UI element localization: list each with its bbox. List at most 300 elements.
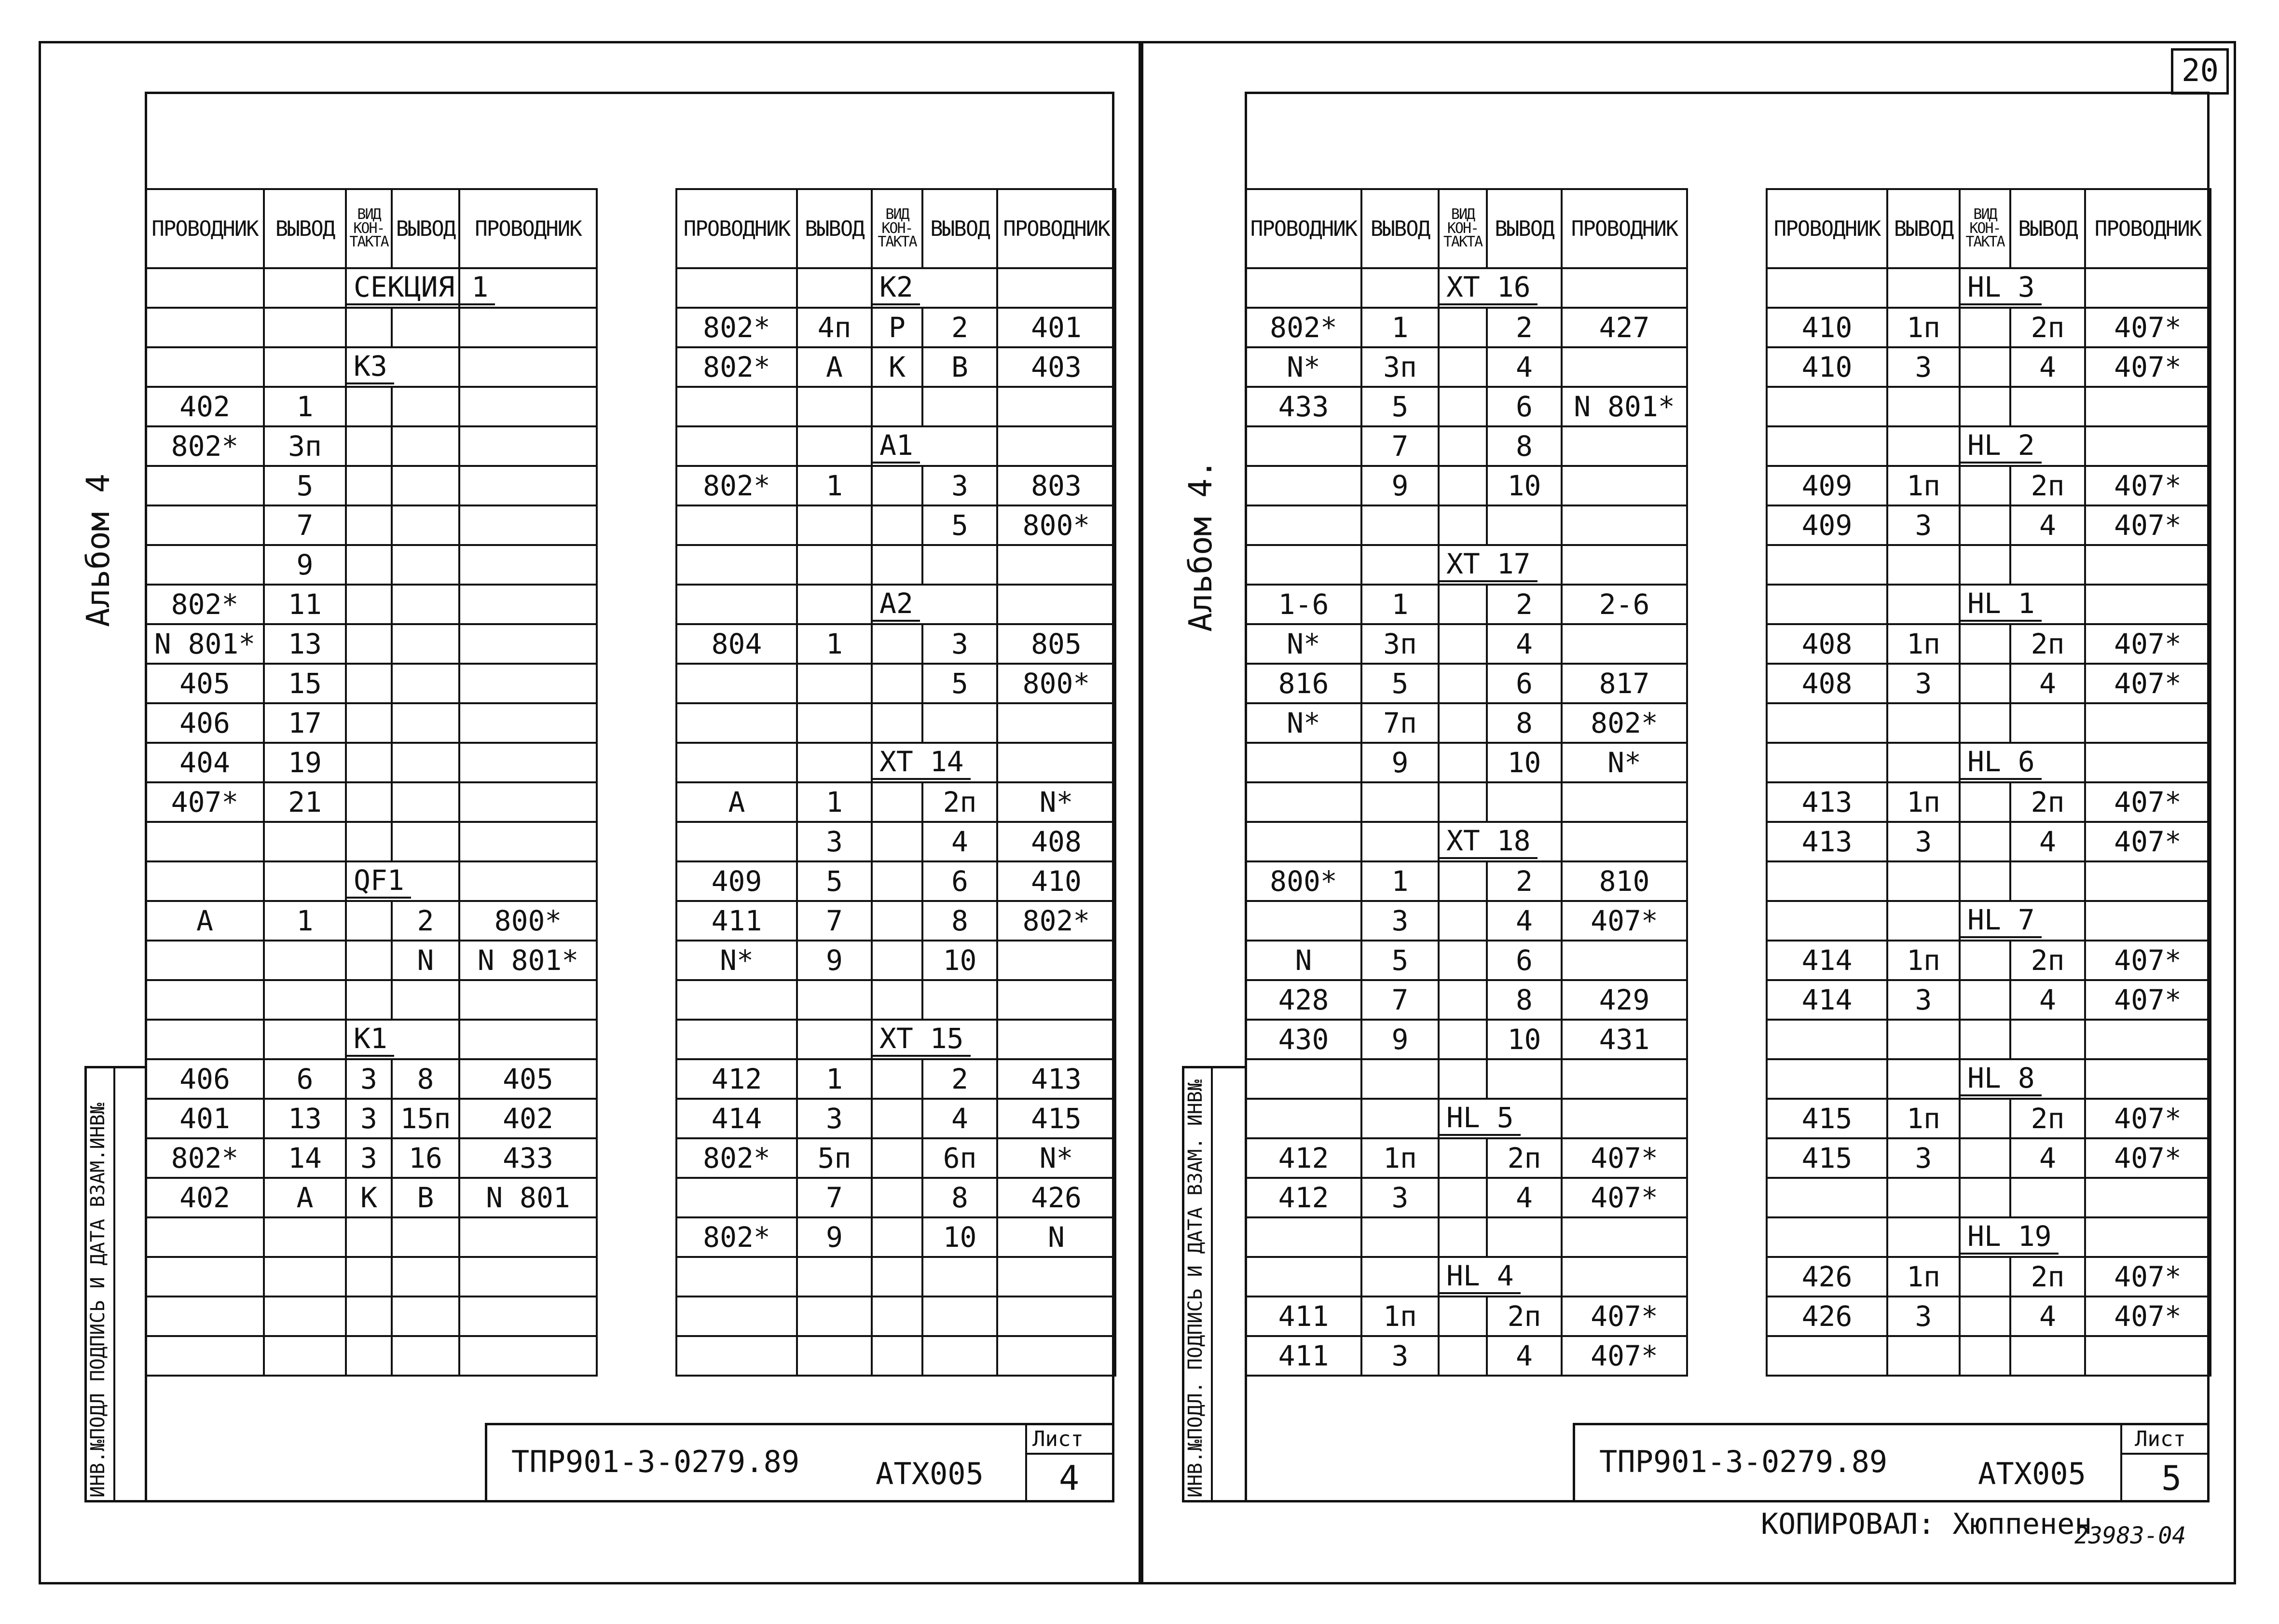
cell-conductor-in (676, 545, 797, 585)
cell-conductor-out: 407* (2085, 347, 2210, 387)
cell-contact-type (346, 545, 392, 585)
section-row (1767, 901, 2210, 941)
cell-terminal-out: 4 (2010, 664, 2085, 703)
cell-terminal-in: 14 (264, 1138, 346, 1178)
cell-conductor-in (676, 664, 797, 703)
section-row (1246, 545, 1687, 585)
cell-terminal-in: 3п (1361, 347, 1439, 387)
section-row (676, 743, 1115, 782)
cell-terminal-out (392, 1296, 459, 1336)
section-row (1767, 585, 2210, 624)
cell-conductor-in: 411 (1246, 1336, 1361, 1376)
cell-conductor-out: 810 (1562, 861, 1687, 901)
cell-conductor-out: 415 (997, 1099, 1115, 1138)
table-row (676, 941, 1115, 980)
cell-terminal-in: 13 (264, 624, 346, 664)
cell-terminal-in: 1 (797, 782, 872, 822)
cell-conductor-out: 407* (1562, 1296, 1687, 1336)
table-row (1767, 664, 2210, 703)
cell-terminal-out (2010, 545, 2085, 585)
col-conductor-in: ПРОВОДНИК (146, 189, 264, 268)
cell-terminal-in (797, 980, 872, 1020)
cell-terminal-in (1887, 703, 1960, 743)
cell-conductor-out (2085, 387, 2210, 426)
right-side-stamp-text: ИНВ.№ПОДЛ. ПОДПИСЬ И ДАТА ВЗАМ. ИНВ№ (1184, 1079, 1207, 1498)
section-row (676, 426, 1115, 466)
cell-terminal-in (797, 505, 872, 545)
table-row (1246, 1020, 1687, 1059)
section-label: НL 8 (1961, 1062, 2042, 1096)
cell-conductor-in: N* (1246, 347, 1361, 387)
cell-contact-type (346, 624, 392, 664)
section-row (146, 268, 597, 308)
cell-terminal-in (797, 1296, 872, 1336)
cell-conductor-in (146, 466, 264, 505)
cell-terminal-in: 3 (1361, 901, 1439, 941)
cell-terminal-in (1887, 1020, 1960, 1059)
cell-terminal-out: 5 (922, 664, 997, 703)
cell-terminal-in: 1п (1887, 1257, 1960, 1296)
cell-terminal-in (264, 1257, 346, 1296)
cell-conductor-out: 407* (1562, 901, 1687, 941)
cell-conductor-in: 413 (1767, 822, 1887, 861)
col-contact-type: ВИД КОН- ТАКТА (872, 189, 922, 268)
cell-conductor-in (676, 822, 797, 861)
col-contact-type: ВИД КОН- ТАКТА (346, 189, 392, 268)
cell-conductor-out (997, 980, 1115, 1020)
cell-conductor-in (1246, 1059, 1361, 1099)
cell-terminal-out: 2 (1487, 861, 1562, 901)
cell-terminal-out: 2п (922, 782, 997, 822)
cell-contact-type (1960, 664, 2010, 703)
cell-terminal-out: 8 (1487, 426, 1562, 466)
table-row (1246, 387, 1687, 426)
cell-conductor-out: 431 (1562, 1020, 1687, 1059)
left-doc-code: ТПР901-3-0279.89 (511, 1444, 800, 1479)
table-row (146, 1257, 597, 1296)
section-label: НL 4 (1440, 1259, 1521, 1294)
cell-conductor-in (146, 980, 264, 1020)
table-row (676, 1178, 1115, 1217)
cell-terminal-out: 2п (2010, 308, 2085, 347)
cell-conductor-out: 407* (2085, 822, 2210, 861)
cell-terminal-in: 3 (1361, 1336, 1439, 1376)
cell-conductor-in (1246, 426, 1361, 466)
table-row (146, 743, 597, 782)
cell-terminal-out (392, 1336, 459, 1376)
cell-terminal-in (1887, 861, 1960, 901)
table-row (1767, 1257, 2210, 1296)
section-row (1767, 1217, 2210, 1257)
cell-conductor-in: 802* (676, 347, 797, 387)
cell-contact-type (1960, 941, 2010, 980)
cell-conductor-in (146, 1217, 264, 1257)
table-row (1767, 624, 2210, 664)
cell-contact-type (346, 1336, 392, 1376)
cell-conductor-out: N* (997, 1138, 1115, 1178)
table-row (676, 1257, 1115, 1296)
cell-conductor-in (676, 1336, 797, 1376)
cell-conductor-in: 410 (1767, 308, 1887, 347)
cell-contact-type (872, 664, 922, 703)
cell-conductor-out: 407* (1562, 1336, 1687, 1376)
table-row (1767, 1336, 2210, 1376)
table-row (146, 1059, 597, 1099)
cell-terminal-out (922, 1296, 997, 1336)
cell-conductor-in (676, 1296, 797, 1336)
cell-terminal-in (797, 1257, 872, 1296)
cell-contact-type (1960, 387, 2010, 426)
cell-contact-type (1960, 1099, 2010, 1138)
cell-conductor-out (459, 308, 597, 347)
cell-terminal-in: 1 (1361, 861, 1439, 901)
cell-conductor-in: 401 (146, 1099, 264, 1138)
cell-conductor-in: 415 (1767, 1138, 1887, 1178)
cell-terminal-out (922, 703, 997, 743)
cell-terminal-in (797, 703, 872, 743)
cell-conductor-in (146, 308, 264, 347)
cell-conductor-in (676, 505, 797, 545)
cell-terminal-out (922, 387, 997, 426)
table-row (676, 782, 1115, 822)
cell-conductor-out: 407* (2085, 1257, 2210, 1296)
cell-conductor-out (997, 387, 1115, 426)
cell-contact-type (1439, 1020, 1487, 1059)
cell-terminal-out: 4 (1487, 1336, 1562, 1376)
cell-terminal-in (1887, 545, 1960, 585)
table-row (1246, 426, 1687, 466)
cell-conductor-in: 426 (1767, 1257, 1887, 1296)
cell-contact-type (346, 901, 392, 941)
table-row (1767, 308, 2210, 347)
cell-terminal-in (264, 1217, 346, 1257)
left-title-divider (1025, 1423, 1027, 1502)
cell-contact-type (872, 1059, 922, 1099)
table-row (1246, 664, 1687, 703)
cell-conductor-in: 409 (676, 861, 797, 901)
cell-conductor-in: 414 (1767, 980, 1887, 1020)
cell-conductor-out: N 801* (1562, 387, 1687, 426)
cell-conductor-out (459, 505, 597, 545)
cell-terminal-out: 10 (1487, 1020, 1562, 1059)
cell-contact-type (872, 1099, 922, 1138)
cell-terminal-out: 6 (1487, 664, 1562, 703)
cell-terminal-out (392, 466, 459, 505)
cell-terminal-in: 19 (264, 743, 346, 782)
cell-conductor-in: 408 (1767, 664, 1887, 703)
cell-conductor-out (459, 426, 597, 466)
cell-contact-type (1439, 703, 1487, 743)
cell-conductor-out (459, 387, 597, 426)
cell-terminal-out (1487, 1059, 1562, 1099)
cell-conductor-in: 426 (1767, 1296, 1887, 1336)
cell-contact-type (1439, 387, 1487, 426)
cell-terminal-in: 5 (1361, 941, 1439, 980)
cell-conductor-out (459, 782, 597, 822)
cell-terminal-in: 9 (1361, 743, 1439, 782)
cell-terminal-in: 9 (797, 1217, 872, 1257)
cell-terminal-out (1487, 782, 1562, 822)
cell-conductor-out: 800* (997, 664, 1115, 703)
cell-conductor-in (1767, 861, 1887, 901)
table-row (1246, 308, 1687, 347)
table-row (1246, 1217, 1687, 1257)
cell-contact-type (872, 782, 922, 822)
cell-terminal-out (392, 505, 459, 545)
table-row (1246, 347, 1687, 387)
cell-conductor-out (1562, 505, 1687, 545)
cell-contact-type (1960, 1178, 2010, 1217)
cell-terminal-in: 3 (1887, 822, 1960, 861)
cell-terminal-out (392, 822, 459, 861)
cell-contact-type (1960, 1296, 2010, 1336)
cell-terminal-in: 6 (264, 1059, 346, 1099)
cell-terminal-in: 5п (797, 1138, 872, 1178)
cell-conductor-in: 802* (1246, 308, 1361, 347)
cell-terminal-in (264, 1296, 346, 1336)
table-row (146, 1178, 597, 1217)
col-terminal-out: ВЫВОД (1487, 189, 1562, 268)
left-sheet-label: Лист (1032, 1427, 1084, 1451)
cell-conductor-in: 1-6 (1246, 585, 1361, 624)
cell-conductor-in: А (676, 782, 797, 822)
cell-terminal-in: 3 (1887, 505, 1960, 545)
cell-contact-type (1439, 1059, 1487, 1099)
table-row (1767, 347, 2210, 387)
cell-terminal-out: 2 (392, 901, 459, 941)
col-conductor-out: ПРОВОДНИК (459, 189, 597, 268)
cell-terminal-out: N (392, 941, 459, 980)
cell-conductor-out (1562, 941, 1687, 980)
cell-contact-type (1439, 782, 1487, 822)
section-row (146, 861, 597, 901)
cell-terminal-out: 4 (1487, 347, 1562, 387)
section-label: А1 (873, 429, 920, 464)
table-row (676, 901, 1115, 941)
cell-contact-type (1439, 1336, 1487, 1376)
table-row (676, 387, 1115, 426)
cell-conductor-in (1246, 743, 1361, 782)
cell-conductor-out (459, 585, 597, 624)
col-terminal-out: ВЫВОД (922, 189, 997, 268)
section-label: ХТ 15 (873, 1022, 971, 1057)
cell-conductor-in: 406 (146, 1059, 264, 1099)
cell-contact-type (1439, 743, 1487, 782)
cell-contact-type (1439, 426, 1487, 466)
table-row (1767, 861, 2210, 901)
cell-terminal-in: 1 (797, 1059, 872, 1099)
cell-conductor-out: 407* (2085, 1099, 2210, 1138)
cell-terminal-in (264, 941, 346, 980)
col-terminal-out: ВЫВОД (2010, 189, 2085, 268)
cell-contact-type (1960, 347, 2010, 387)
cell-conductor-in (1767, 545, 1887, 585)
cell-terminal-out (922, 1336, 997, 1376)
table-row (676, 1217, 1115, 1257)
col-conductor-in: ПРОВОДНИК (1246, 189, 1361, 268)
cell-conductor-in (1767, 703, 1887, 743)
cell-conductor-in: 410 (1767, 347, 1887, 387)
table-row (1767, 387, 2210, 426)
copied-by-note: КОПИРОВАЛ: Хюппенен (1761, 1507, 2092, 1541)
cell-contact-type (1439, 505, 1487, 545)
cell-contact-type (1439, 624, 1487, 664)
cell-terminal-in: 1 (1361, 308, 1439, 347)
cell-terminal-in: 3 (1887, 980, 1960, 1020)
cell-contact-type (1960, 980, 2010, 1020)
right-title-sheet-line (2120, 1453, 2210, 1455)
cell-terminal-out: 4 (2010, 505, 2085, 545)
table-row (1246, 585, 1687, 624)
cell-contact-type (346, 1257, 392, 1296)
cell-conductor-out (2085, 1336, 2210, 1376)
cell-terminal-in: 11 (264, 585, 346, 624)
cell-contact-type (872, 861, 922, 901)
cell-contact-type (1439, 1138, 1487, 1178)
cell-terminal-out: 15п (392, 1099, 459, 1138)
table-row (1246, 1296, 1687, 1336)
cell-terminal-out: 2п (2010, 941, 2085, 980)
cell-conductor-in: 402 (146, 1178, 264, 1217)
cell-terminal-out (2010, 387, 2085, 426)
cell-terminal-out: 4 (2010, 1138, 2085, 1178)
cell-conductor-out: 407* (2085, 466, 2210, 505)
cell-conductor-in (676, 980, 797, 1020)
cell-terminal-in: 1п (1361, 1296, 1439, 1336)
section-label: НL 19 (1961, 1220, 2059, 1255)
col-conductor-in: ПРОВОДНИК (676, 189, 797, 268)
col-conductor-out: ПРОВОДНИК (997, 189, 1115, 268)
table-row (146, 1217, 597, 1257)
cell-terminal-in (1887, 1336, 1960, 1376)
cell-terminal-out (392, 1257, 459, 1296)
cell-terminal-out: 4 (922, 822, 997, 861)
cell-terminal-out (922, 980, 997, 1020)
cell-conductor-out (459, 664, 597, 703)
cell-conductor-out: 402 (459, 1099, 597, 1138)
table-row (1246, 1336, 1687, 1376)
cell-terminal-out (392, 703, 459, 743)
cell-conductor-in: 402 (146, 387, 264, 426)
cell-contact-type: З (346, 1059, 392, 1099)
cell-terminal-out: 10 (922, 1217, 997, 1257)
col-terminal-in: ВЫВОД (264, 189, 346, 268)
cell-terminal-out: 4 (2010, 822, 2085, 861)
cell-conductor-out: 407* (2085, 505, 2210, 545)
table-row (1767, 1296, 2210, 1336)
cell-conductor-in: N* (676, 941, 797, 980)
cell-terminal-in: 4п (797, 308, 872, 347)
cell-terminal-in (797, 387, 872, 426)
right-side-stamp-divider (1211, 1066, 1213, 1502)
cell-terminal-out (392, 664, 459, 703)
cell-contact-type (872, 1217, 922, 1257)
table-row (146, 664, 597, 703)
cell-terminal-out: 2п (1487, 1296, 1562, 1336)
cell-contact-type (1960, 505, 2010, 545)
cell-terminal-out (2010, 861, 2085, 901)
cell-contact-type (872, 505, 922, 545)
section-label: К2 (873, 271, 920, 305)
cell-terminal-out: 2п (2010, 1099, 2085, 1138)
cell-contact-type (1960, 782, 2010, 822)
cell-terminal-out (392, 1217, 459, 1257)
table-row (676, 624, 1115, 664)
left-wiring-table-1 (145, 188, 598, 1377)
cell-terminal-out: В (392, 1178, 459, 1217)
cell-terminal-in: 1 (1361, 585, 1439, 624)
cell-conductor-in: 411 (1246, 1296, 1361, 1336)
cell-contact-type (346, 308, 392, 347)
table-row (676, 1336, 1115, 1376)
cell-conductor-out: 408 (997, 822, 1115, 861)
cell-conductor-out: 403 (997, 347, 1115, 387)
cell-terminal-in: 9 (1361, 466, 1439, 505)
cell-conductor-in (1246, 466, 1361, 505)
table-row (676, 703, 1115, 743)
cell-conductor-in: 802* (146, 585, 264, 624)
cell-terminal-out: 6п (922, 1138, 997, 1178)
section-row (1767, 743, 2210, 782)
cell-terminal-in: 3 (1887, 347, 1960, 387)
cell-contact-type (346, 466, 392, 505)
cell-terminal-out: 8 (392, 1059, 459, 1099)
section-label: НL 3 (1961, 271, 2042, 305)
cell-conductor-in: 802* (676, 1138, 797, 1178)
cell-terminal-in: 7 (1361, 980, 1439, 1020)
cell-conductor-out (997, 1336, 1115, 1376)
table-row (1767, 941, 2210, 980)
cell-terminal-out: 4 (2010, 980, 2085, 1020)
section-label: ХТ 18 (1440, 824, 1538, 859)
cell-conductor-in: 428 (1246, 980, 1361, 1020)
cell-terminal-out: 2 (1487, 308, 1562, 347)
cell-conductor-in (1767, 1336, 1887, 1376)
cell-contact-type (1960, 1336, 2010, 1376)
cell-conductor-in: N* (1246, 624, 1361, 664)
table-row (676, 1296, 1115, 1336)
cell-conductor-in: 802* (146, 1138, 264, 1178)
cell-terminal-in: А (264, 1178, 346, 1217)
section-row (1246, 822, 1687, 861)
cell-contact-type (872, 466, 922, 505)
cell-conductor-in (146, 1257, 264, 1296)
cell-contact-type: З (346, 1099, 392, 1138)
cell-conductor-in (1767, 387, 1887, 426)
cell-terminal-out (392, 743, 459, 782)
cell-conductor-out (1562, 466, 1687, 505)
left-sheet-number: 4 (1059, 1459, 1080, 1498)
cell-contact-type (1439, 1217, 1487, 1257)
table-row (1246, 624, 1687, 664)
section-row (1246, 1099, 1687, 1138)
cell-terminal-out: 4 (2010, 1296, 2085, 1336)
cell-contact-type (872, 387, 922, 426)
section-label: А2 (873, 587, 920, 622)
table-row (146, 1099, 597, 1138)
table-row (1767, 1099, 2210, 1138)
cell-contact-type (872, 1257, 922, 1296)
cell-terminal-out: 2 (922, 1059, 997, 1099)
cell-terminal-out: 6 (922, 861, 997, 901)
cell-contact-type: К (872, 347, 922, 387)
cell-conductor-out (997, 703, 1115, 743)
section-label: ХТ 17 (1440, 547, 1538, 582)
scan-code: 23983-04 (2074, 1522, 2186, 1549)
table-row (146, 1138, 597, 1178)
table-row (1246, 782, 1687, 822)
cell-conductor-out: 407* (2085, 624, 2210, 664)
